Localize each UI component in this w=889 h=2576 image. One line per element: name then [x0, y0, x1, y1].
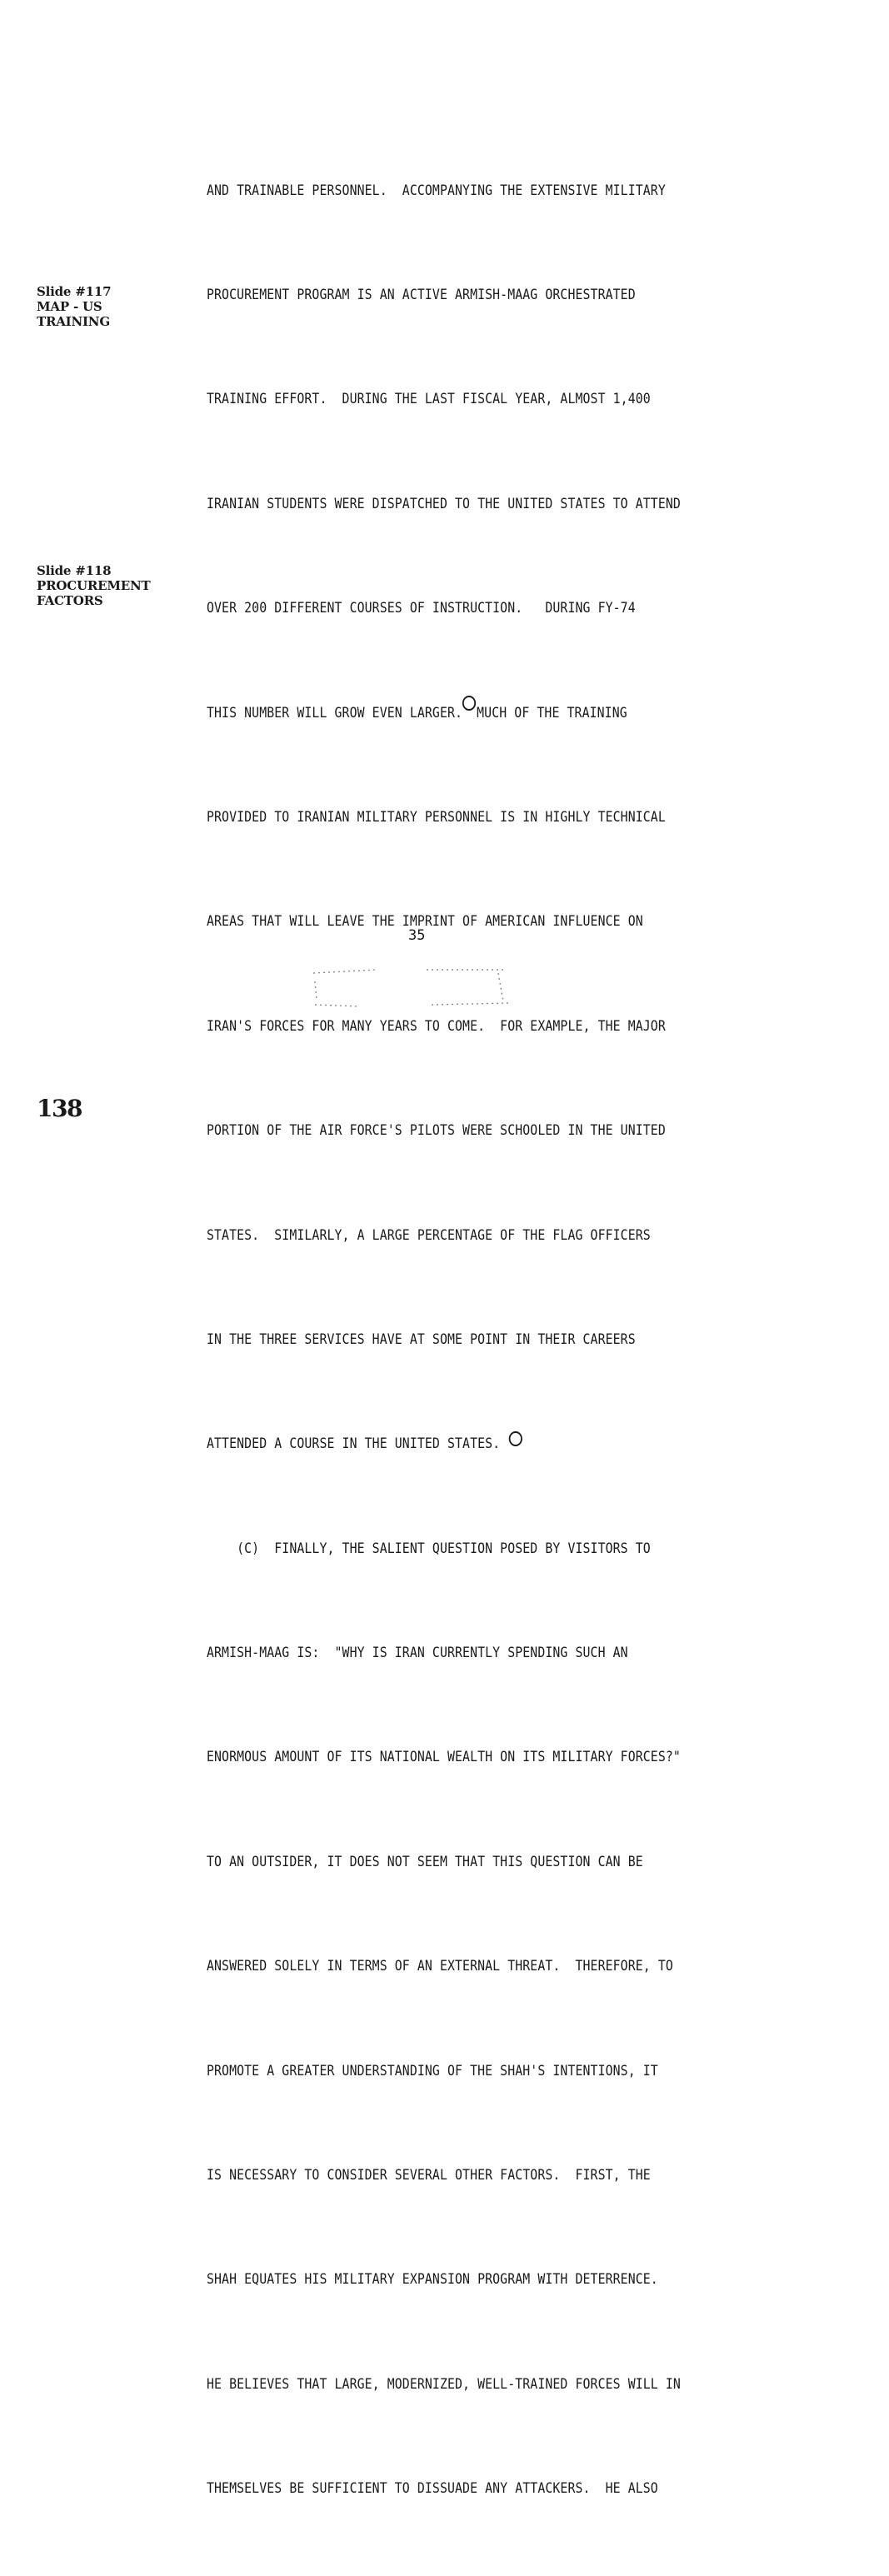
text-line: ENORMOUS AMOUNT OF ITS NATIONAL WEALTH ON ITS MILITARY FORCES?": [207, 1749, 681, 1765]
text-line: [207, 696, 732, 731]
margin-note-line: MAP - US: [37, 299, 102, 314]
text-line: THEMSELVES BE SUFFICIENT TO DISSUADE ANY ATTACKERS. HE ALSO: [207, 2480, 658, 2497]
page-number: 35: [408, 927, 426, 944]
margin-note-line: Slide #118: [37, 563, 112, 578]
text-line: PROCUREMENT PROGRAM IS AN ACTIVE ARMISH-MAAG ORCHESTRATED: [207, 286, 636, 302]
text-line: OVER 200 DIFFERENT COURSES OF INSTRUCTION. DURING FY-74: [207, 600, 636, 617]
faded-classification-stamp: [310, 963, 518, 1013]
text-line: SHAH EQUATES HIS MILITARY EXPANSION PROGRAM WITH DETERRENCE.: [207, 2271, 658, 2288]
slide-change-marker-icon: [462, 696, 476, 711]
text-line: AND TRAINABLE PERSONNEL. ACCOMPANYING THE EXTENSIVE MILITARY: [207, 182, 666, 198]
text-line: HE BELIEVES THAT LARGE, MODERNIZED, WELL-TRAINED FORCES WILL IN: [207, 2375, 681, 2392]
margin-note-slide-118: [37, 563, 162, 608]
text-line: [207, 1426, 732, 1461]
text-line: AREAS THAT WILL LEAVE THE IMPRINT OF AMERICAN INFLUENCE ON: [207, 913, 643, 930]
margin-note-line: Slide #117: [37, 284, 112, 299]
folio-number: 138: [37, 1095, 82, 1122]
text-segment: ATTENDED A COURSE IN THE UNITED STATES.: [207, 1435, 501, 1452]
text-line: TRAINING EFFORT. DURING THE LAST FISCAL YEAR, ALMOST 1,400: [207, 391, 651, 407]
margin-note-line: FACTORS: [37, 593, 103, 608]
text-line: PROMOTE A GREATER UNDERSTANDING OF THE SHAH'S INTENTIONS, IT: [207, 2062, 658, 2079]
text-segment: THIS NUMBER WILL GROW EVEN LARGER.: [207, 704, 463, 721]
text-segment: MUCH OF THE TRAINING: [477, 704, 627, 721]
text-line: ANSWERED SOLELY IN TERMS OF AN EXTERNAL THREAT. THEREFORE, TO: [207, 1958, 673, 1974]
text-line: IRAN'S FORCES FOR MANY YEARS TO COME. FOR EXAMPLE, THE MAJOR: [207, 1017, 666, 1034]
margin-note-line: PROCUREMENT: [37, 578, 151, 593]
body-text: [207, 103, 732, 2576]
margin-note-line: TRAINING: [37, 314, 110, 329]
text-line: IRANIAN STUDENTS WERE DISPATCHED TO THE UNITED STATES TO ATTEND: [207, 495, 681, 512]
text-line: IN THE THREE SERVICES HAVE AT SOME POINT IN THEIR CAREERS: [207, 1330, 636, 1347]
text-line: (C) FINALLY, THE SALIENT QUESTION POSED BY VISITORS TO: [207, 1540, 651, 1556]
text-line: ARMISH-MAAG IS: "WHY IS IRAN CURRENTLY SPENDING SUCH AN: [207, 1645, 628, 1661]
text-line: STATES. SIMILARLY, A LARGE PERCENTAGE OF THE FLAG OFFICERS: [207, 1226, 651, 1243]
text-line: IS NECESSARY TO CONSIDER SEVERAL OTHER FACTORS. FIRST, THE: [207, 2167, 651, 2184]
text-line: PROVIDED TO IRANIAN MILITARY PERSONNEL IS IN HIGHLY TECHNICAL: [207, 808, 666, 825]
slide-change-marker-icon: [509, 1431, 522, 1446]
margin-note-slide-117: [37, 284, 162, 329]
text-line: TO AN OUTSIDER, IT DOES NOT SEEM THAT THIS QUESTION CAN BE: [207, 1853, 643, 1870]
text-line: PORTION OF THE AIR FORCE'S PILOTS WERE SCHOOLED IN THE UNITED: [207, 1122, 666, 1139]
